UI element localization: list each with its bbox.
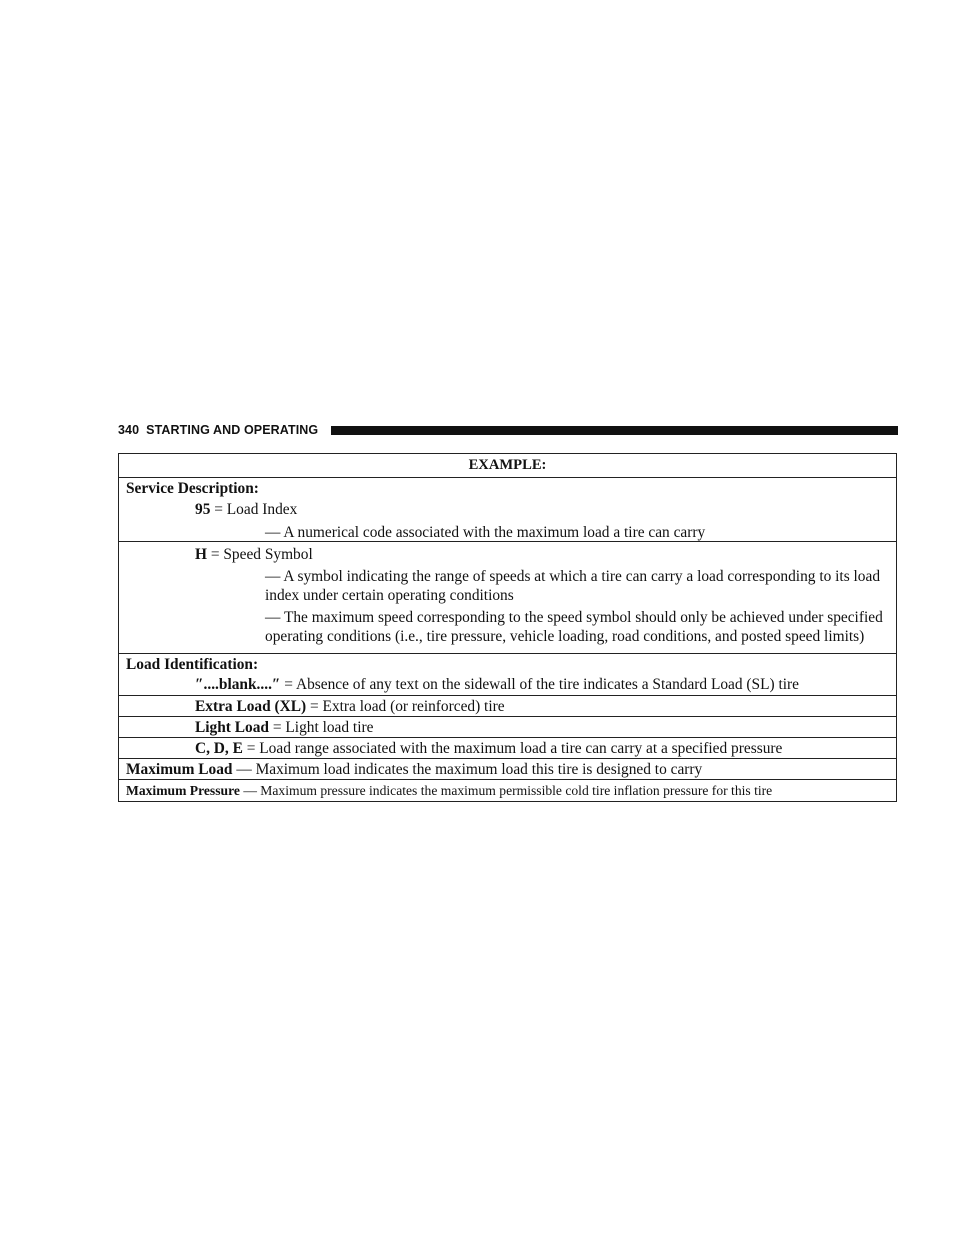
table-row-cde	[119, 738, 896, 759]
tire-code-table	[118, 453, 897, 802]
cde-term: C, D, E	[195, 740, 243, 757]
maximum-load-text: — Maximum load indicates the maximum load this tire is designed to carry	[236, 761, 703, 778]
maximum-pressure-term: Maximum Pressure	[126, 783, 240, 798]
light-load-term: Light Load	[195, 719, 269, 736]
maximum-pressure-text: — Maximum pressure indicates the maximum permissible cold tire inflation pressure for this tire	[243, 783, 773, 798]
page-number: 340	[118, 423, 140, 437]
blank-text: = Absence of any text on the sidewall of the tire indicates a Standard Load (SL) tire	[284, 676, 799, 693]
load-index-line	[119, 500, 896, 519]
table-row-light-load	[119, 717, 896, 738]
table-row-blank	[119, 654, 896, 696]
table-row-load-index	[119, 478, 896, 542]
page-header-text	[118, 423, 325, 437]
table-title: EXAMPLE:	[119, 454, 896, 478]
cde-text: = Load range associated with the maximum load a tire can carry at a specified pressure	[246, 740, 783, 757]
table-row-maximum-load	[119, 759, 896, 780]
speed-symbol-label: = Speed Symbol	[210, 546, 313, 563]
speed-symbol-line	[119, 545, 896, 564]
light-load-text: = Light load tire	[272, 719, 374, 736]
table-row-maximum-pressure	[119, 780, 896, 801]
load-index-label: = Load Index	[214, 501, 298, 518]
header-rule	[331, 426, 898, 435]
load-index-code: 95	[195, 501, 211, 518]
service-description-heading: Service Description:	[126, 480, 259, 497]
blank-line	[119, 675, 896, 694]
page-header	[118, 422, 898, 438]
maximum-load-term: Maximum Load	[126, 761, 233, 778]
load-index-desc: — A numerical code associated with the maximum load a tire can carry	[265, 524, 706, 541]
speed-symbol-desc-2: — The maximum speed corresponding to the speed symbol should only be achieved under specified operating conditions (i.e., tire pressure, vehicle loading, road conditions, and posted speed limits)	[265, 609, 883, 645]
speed-symbol-desc-1: — A symbol indicating the range of speeds at which a tire can carry a load corresponding to its load index under certain operating conditions	[265, 568, 881, 604]
load-identification-heading: Load Identification:	[126, 656, 259, 673]
table-row-extra-load	[119, 696, 896, 717]
speed-symbol-code: H	[195, 546, 207, 563]
blank-term: ″....blank....″	[195, 676, 281, 693]
table-row-speed-symbol	[119, 542, 896, 654]
section-title: STARTING AND OPERATING	[146, 423, 319, 437]
extra-load-term: Extra Load (XL)	[195, 698, 307, 715]
extra-load-text: = Extra load (or reinforced) tire	[310, 698, 505, 715]
